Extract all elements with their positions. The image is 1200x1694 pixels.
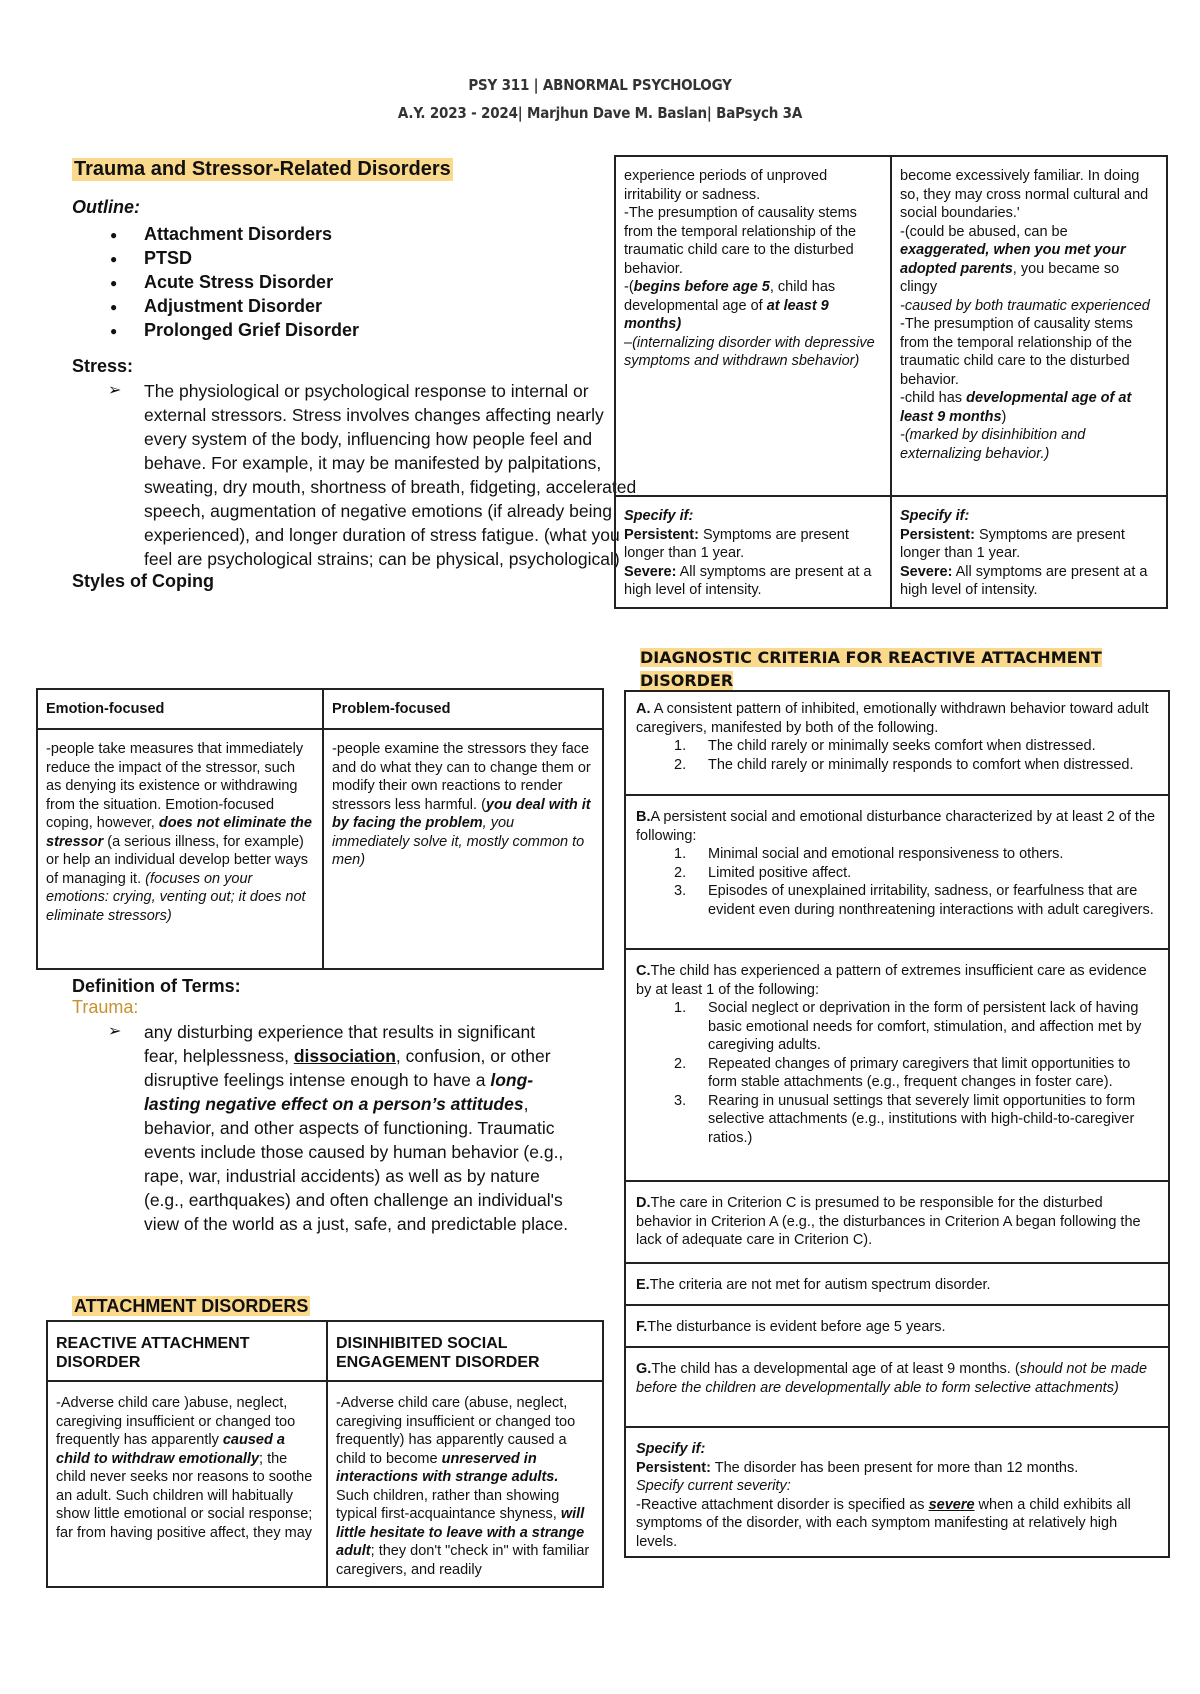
rad-specifiers: Specify if: Persistent: Symptoms are present longer than 1 year. Severe: All symptoms are present at a high level of intensity. [615,496,891,608]
outline-item: ● PTSD [72,246,572,270]
terms-section [72,976,572,1236]
criterion-e: E.The criteria are not met for autism spectrum disorder. [624,1262,1170,1304]
coping-table [36,688,604,970]
rad-cell: -Adverse child care )abuse, neglect, caregiving insufficient or changed too frequently has apparently caused a child to withdraw emotionally; the child never seeks nor reasons to soothe an adult. Such children will habitually show little emotional or social response; far from having positive affect, they may [47,1381,327,1587]
outline-item: ● Attachment Disorders [72,222,572,246]
outline-item: ● Adjustment Disorder [72,294,572,318]
coping-label: Styles of Coping [72,571,215,591]
criterion-b: B.A persistent social and emotional disturbance characterized by at least 2 of the following: 1. Minimal social and emotional responsiveness to others. 2. Limited positive affect. 3. Episodes of unexplained irritability, sadness, or fearfulness that are evident even during nonthreatening interactions with adult caregivers. [624,794,1170,948]
outline-item: ● Prolonged Grief Disorder [72,318,572,342]
dx-title: DIAGNOSTIC CRITERIA FOR REACTIVE ATTACHMENT DISORDER [640,648,1102,690]
arrow-bullet-icon: ➢ [108,1023,122,1040]
stress-label: Stress: [72,356,134,376]
author-header: A.Y. 2023 - 2024| Marjhun Dave M. Baslan| BaPsych 3A [397,104,803,122]
attachment-title: ATTACHMENT DISORDERS [74,1296,309,1316]
outline-label: Outline: [72,197,140,217]
trauma-label: Trauma: [72,997,139,1017]
dsed-cell: -Adverse child care (abuse, neglect, caregiving insufficient or changed too frequently) has apparently caused a child to become unreserved in interactions with strange adults. Such children, rather than showing typical first-acquaintance shyness, will little hesitate to leave with a strange adult; they don't "check in" with familiar caregivers, and readily [327,1381,603,1587]
trauma-definition: ➢ any disturbing experience that results in significant fear, helplessness, dissociation, confusion, or other disruptive feelings intense enough to have a long-lasting negative effect on a person’s attitudes, behavior, and other aspects of functioning. Traumatic events include those caused by human behavior (e.g., rape, war, industrial accidents) as well as by nature (e.g., earthquakes) and often challenge an individual's view of the world as a just, safe, and predictable place. [108,1022,569,1234]
criterion-a: A. A consistent pattern of inhibited, emotionally withdrawn behavior toward adult caregivers, manifested by both of the following. 1. The child rarely or minimally seeks comfort when distressed. 2. The child rarely or minimally responds to comfort when distressed. [624,690,1170,794]
outline-list [72,222,572,342]
terms-label: Definition of Terms: [72,976,241,996]
left-column [72,158,637,592]
course-header: PSY 311 | ABNORMAL PSYCHOLOGY [468,76,732,94]
coping-emotion-cell: -people take measures that immediately reduce the impact of the stressor, such as denying its existence or withdrawing from the situation. Emotion-focused coping, however, does not eliminate the stressor (a serious illness, for example) or help an individual develop better ways of managing it. (focuses on your emotions: crying, venting out; it does not eliminate stressors) [37,729,323,969]
rad-cell-continued: experience periods of unproved irritability or sadness. -The presumption of causality stems from the temporal relationship of the traumatic child care to the disturbed behavior. -(begins before age 5, child has developmental age of at least 9 months) –(internalizing disorder with depressive symptoms and withdrawn sbehavior) [615,156,891,496]
outline-item: ● Acute Stress Disorder [72,270,572,294]
rad-header: REACTIVE ATTACHMENT DISORDER [47,1321,327,1381]
rad-specifiers-box: Specify if: Persistent: The disorder has been present for more than 12 months. Specify current severity: -Reactive attachment disorder is specified as severe when a child exhibits all symptoms of the disorder, with each symptom manifesting at relatively high levels. [624,1426,1170,1558]
criterion-c: C.The child has experienced a pattern of extremes insufficient care as evidence by at least 1 of the following: 1. Social neglect or deprivation in the form of persistent lack of having basic emotional needs for comfort, stimulation, and affection met by caregiving adults. 2. Repeated changes of primary caregivers that limit opportunities to form stable attachments (e.g., frequent changes in foster care). 3. Rearing in unusual settings that severely limit opportunities to form selective attachments (e.g., institutions with high-child-to-caregiver ratios.) [624,948,1170,1180]
criterion-g: G.The child has a developmental age of at least 9 months. (should not be made before the children are developmentally able to form selective attachments) [624,1346,1170,1426]
attachment-table [46,1320,604,1588]
section-title: Trauma and Stressor-Related Disorders [74,158,451,180]
arrow-bullet-icon: ➢ [108,382,122,399]
coping-header-emotion: Emotion-focused [37,689,323,729]
stress-definition: ➢ The physiological or psychological response to internal or external stressors. Stress involves changes affecting nearly every system of the body, influencing how people feel and behave. For example, it may be manifested by palpitations, sweating, dry mouth, shortness of breath, fidgeting, accelerated speech, augmentation of negative emotions (if already being experienced), and longer duration of stress fatigue. (what you feel are psychological strains; can be physical, psychological) [108,381,637,569]
coping-header-problem: Problem-focused [323,689,603,729]
criterion-d: D.The care in Criterion C is presumed to be responsible for the disturbed behavior in Criterion A (e.g., the disturbances in Criterion A began following the lack of adequate care in Criterion C). [624,1180,1170,1262]
dsed-cell-continued: become excessively familiar. In doing so, they may cross normal cultural and social boundaries.' -(could be abused, can be exaggerated, when you met your adopted parents, you became so clingy -caused by both traumatic experienced -The presumption of causality stems from the temporal relationship of the traumatic child care to the disturbed behavior. -child has developmental age of at least 9 months) -(marked by disinhibition and externalizing behavior.) [891,156,1167,496]
coping-problem-cell: -people examine the stressors they face and do what they can to change them or modify their own reactions to render stressors less harmful. (you deal with it by facing the problem, you immediately solve it, mostly common to men) [323,729,603,969]
attachment-title-wrap [72,1296,310,1317]
dsed-specifiers: Specify if: Persistent: Symptoms are present longer than 1 year. Severe: All symptoms are present at a high level of intensity. [891,496,1167,608]
dsed-header: DISINHIBITED SOCIAL ENGAGEMENT DISORDER [327,1321,603,1381]
attachment-table-continued [614,155,1168,609]
criterion-f: F.The disturbance is evident before age 5 years. [624,1304,1170,1346]
dx-criteria [624,690,1170,1558]
